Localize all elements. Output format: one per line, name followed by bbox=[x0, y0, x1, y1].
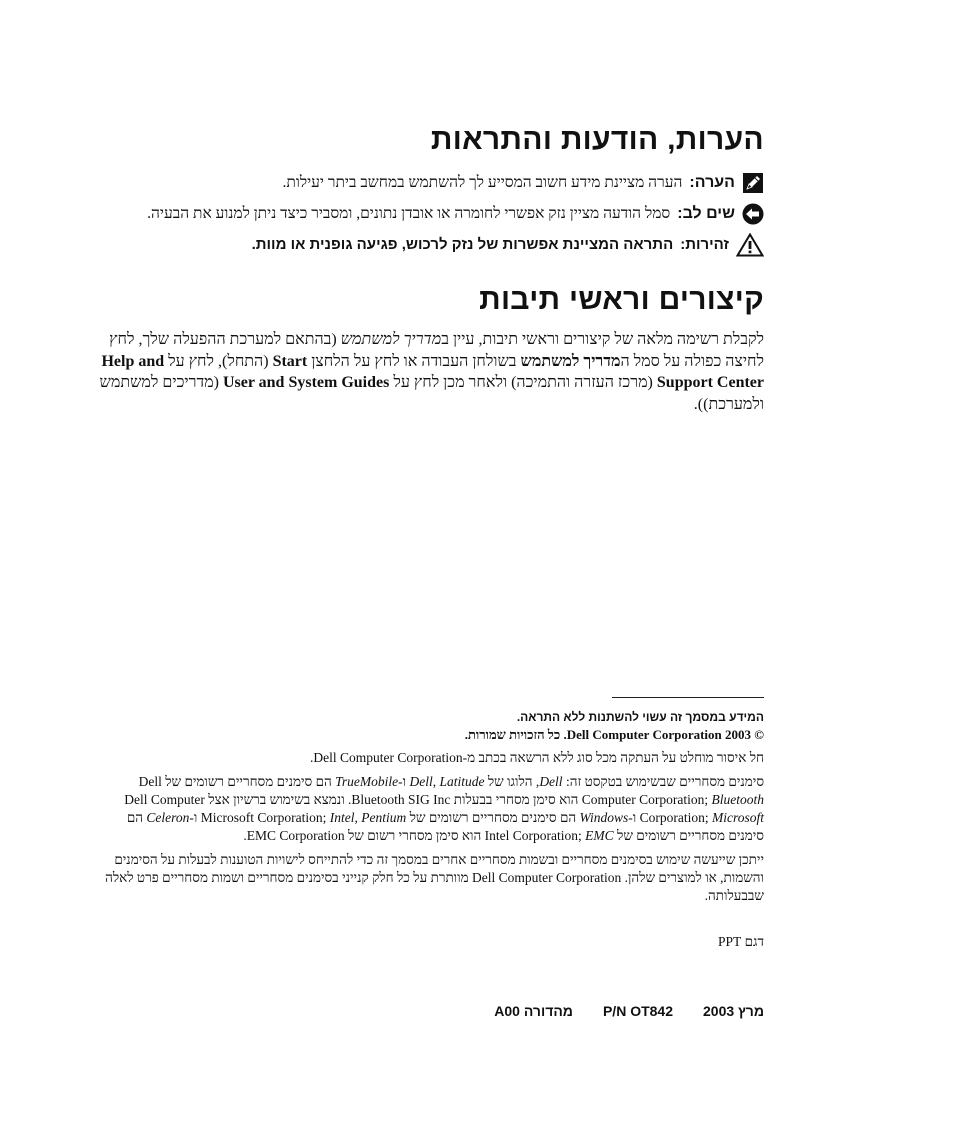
tm-microsoft: Microsoft bbox=[712, 810, 764, 825]
reproduction-notice: חל איסור מוחלט על העתקה מכל סוג ללא הרשאה בכתב מ-Dell Computer Corporation. bbox=[310, 750, 764, 765]
users-guide-italic: מדריך למשתמש bbox=[340, 331, 442, 348]
section-notes-title-wrap bbox=[94, 125, 764, 155]
tm-prefix: סימנים מסחריים שבשימוש בטקסט זה: bbox=[562, 774, 764, 789]
abbrev-text-2: (בהתאם למערכת ההפעלה שלך, לחץ לחיצה כפולה על סמל ה bbox=[109, 331, 764, 370]
tm-text-2: , bbox=[432, 774, 440, 789]
abbrev-paragraph bbox=[96, 329, 764, 415]
note-line bbox=[84, 172, 764, 194]
footer-date: מרץ 2003 bbox=[703, 1003, 764, 1019]
notice-label: שים לב: bbox=[677, 205, 735, 222]
help-support-center-label: Help and Support Center bbox=[101, 352, 764, 391]
tm-windows: Windows bbox=[579, 810, 629, 825]
tm-intel: Intel bbox=[329, 810, 355, 825]
abbrev-text-4: (התחל), לחץ על bbox=[164, 352, 273, 370]
caution-text: התראה המציינת אפשרות של נזק לרכוש, פגיעה גופנית או מוות. bbox=[251, 236, 674, 253]
tm-text-5: הוא סימן מסחרי בבעלות Bluetooth SIG Inc. ונמצא בשימוש ברשיון אצל Dell Computer Corporation; bbox=[124, 792, 712, 825]
fine-print-divider bbox=[612, 697, 764, 698]
abbrev-text-6: (מדריכים למשתמש ולמערכת)). bbox=[99, 374, 764, 413]
tm-pentium: Pentium bbox=[361, 810, 407, 825]
copyright-rights: . כל הזכויות שמורות. bbox=[464, 727, 567, 742]
footer bbox=[494, 1003, 764, 1019]
change-notice: המידע במסמך זה עשוי להשתנות ללא התראה. bbox=[516, 710, 764, 724]
tm-dell-logo: Dell bbox=[409, 774, 433, 789]
other-trademarks-paragraph: ייתכן שייעשה שימוש בסימנים מסחריים ובשמות מסחריים אחרים במסמך זה כדי להתייחס לישויות הטוענות לבעלות על הסימנים והשמות, או למוצרים שלהן. Dell Computer Corporation מוותרת על כל חלק קנייני בסימנים מסחריים ושמות מסחריים פרט לאלה שבבעלותה. bbox=[105, 852, 764, 903]
users-guide-bold: מדריך למשתמש bbox=[520, 352, 621, 370]
tm-bluetooth: Bluetooth bbox=[711, 792, 764, 807]
caution-triangle-icon bbox=[736, 233, 764, 257]
caution-label: זהירות: bbox=[680, 236, 729, 253]
tm-celeron: Celeron bbox=[146, 810, 190, 825]
start-button-label: Start bbox=[272, 352, 308, 370]
tm-text-8: , bbox=[354, 810, 362, 825]
model-number: דגם PPT bbox=[717, 934, 764, 949]
tm-text-9: ו- bbox=[189, 810, 201, 825]
section-abbrev-title: קיצורים וראשי תיבות bbox=[479, 283, 764, 316]
footer-part-number: P/N OT842 bbox=[602, 1003, 673, 1019]
tm-text-6: ו- bbox=[628, 810, 640, 825]
section-notes-title: הערות, הודעות והתראות bbox=[430, 123, 764, 156]
copyright-owner: © 2003 Dell Computer Corporation bbox=[566, 727, 764, 742]
notice-line bbox=[84, 203, 764, 225]
tm-text-4: הם סימנים מסחריים רשומים של Dell Computer Corporation; bbox=[138, 774, 712, 807]
tm-text-11: הוא סימן מסחרי רשום של EMC Corporation. bbox=[243, 828, 485, 843]
notice-text: סמל הודעה מציין נזק אפשרי לחומרה או אובדן נתונים, ומסביר כיצד ניתן למנוע את הבעיה. bbox=[147, 205, 671, 222]
tm-emc: EMC bbox=[585, 828, 614, 843]
tm-text-7: הם סימנים מסחריים רשומים של Microsoft Corporation; bbox=[200, 810, 580, 825]
tm-latitude: Latitude bbox=[439, 774, 485, 789]
tm-text-1: , הלוגו של bbox=[484, 774, 540, 789]
section-abbrev-title-wrap bbox=[94, 285, 764, 315]
notice-arrow-icon bbox=[742, 203, 764, 225]
tm-text-3: ו- bbox=[398, 774, 410, 789]
tm-dell: Dell bbox=[539, 774, 563, 789]
copyright-line bbox=[104, 726, 764, 744]
abbrev-text-1: לקבלת רשימה מלאה של קיצורים וראשי תיבות, עיין ב bbox=[441, 331, 764, 348]
tm-truemobile: TrueMobile bbox=[335, 774, 399, 789]
user-system-guides-label: User and System Guides bbox=[222, 374, 390, 391]
abbrev-text-3: בשולחן העבודה או לחץ על הלחצן bbox=[307, 352, 521, 370]
fine-print bbox=[104, 708, 764, 951]
tm-text-10: הם סימנים מסחריים רשומים של Intel Corporation; bbox=[126, 810, 764, 843]
caution-line bbox=[84, 233, 764, 257]
note-label: הערה: bbox=[689, 174, 735, 191]
note-pencil-icon bbox=[742, 172, 764, 194]
trademarks-paragraph bbox=[104, 773, 764, 845]
footer-revision: מהדורה A00 bbox=[494, 1003, 573, 1019]
abbrev-text-5: (מרכז העזרה והתמיכה) ולאחר מכן לחץ על bbox=[389, 374, 657, 391]
note-text: הערה מציינת מידע חשוב המסייע לך להשתמש במחשב ביתר יעילות. bbox=[282, 174, 683, 191]
